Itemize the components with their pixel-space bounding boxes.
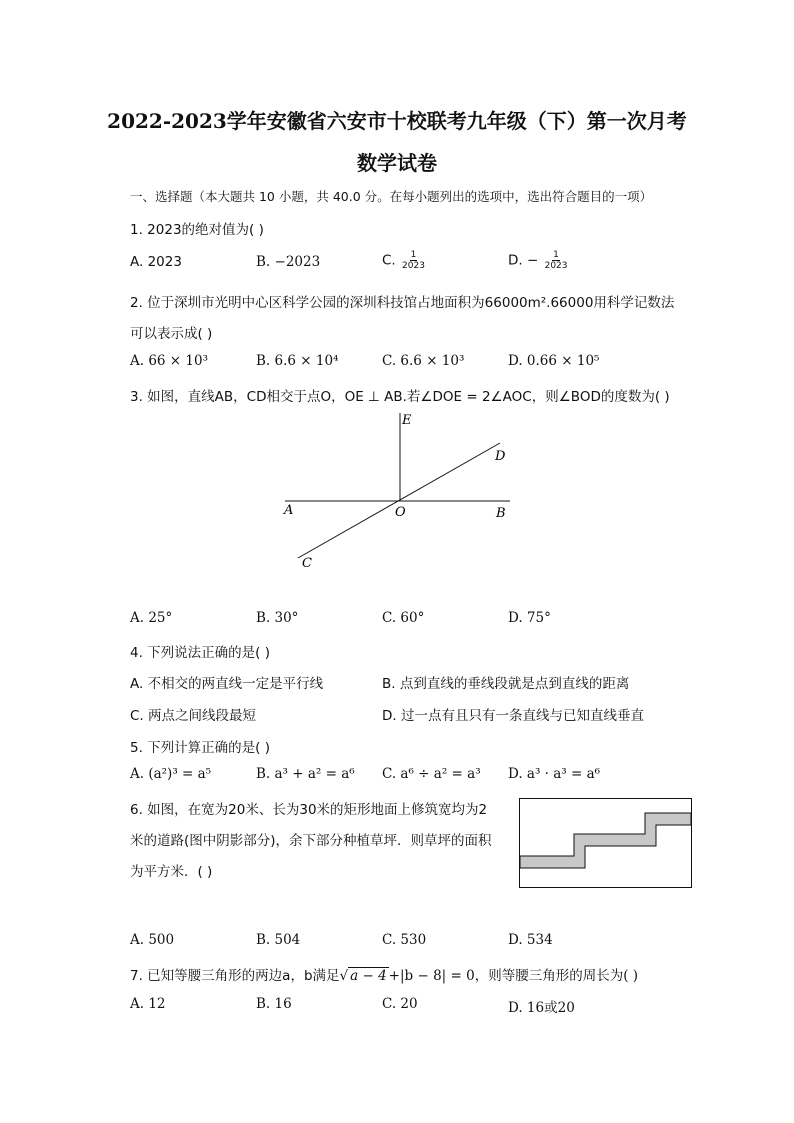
q2-option-a: A. 66 × 10³ — [130, 353, 208, 369]
question-6-stem-line2: 米的道路(图中阴影部分)，余下部分种植草坪．则草坪的面积 — [130, 833, 492, 849]
label-b: B — [496, 506, 506, 521]
q7-option-b: B. 16 — [256, 996, 292, 1012]
q5-option-b: B. a³ + a² = a⁶ — [256, 766, 355, 782]
question-3-stem: 3. 如图，直线AB，CD相交于点O，OE ⊥ AB.若∠DOE = 2∠AOC，则∠BOD的度数为( ) — [130, 389, 670, 405]
q2-option-c: C. 6.6 × 10³ — [382, 353, 465, 369]
q1-option-d-fraction — [545, 250, 568, 271]
fraction-numerator: 1 — [410, 250, 417, 260]
label-e: E — [402, 413, 412, 428]
page-title-line1: 2022-2023学年安徽省六安市十校联考九年级（下）第一次月考 — [107, 109, 687, 133]
q1-option-d-label: D. − — [508, 252, 539, 269]
question-5-stem: 5. 下列计算正确的是( ) — [130, 740, 270, 756]
q1-option-a: A. 2023 — [130, 254, 182, 270]
q7-option-a: A. 12 — [130, 996, 166, 1012]
question-6-stem-line1: 6. 如图，在宽为20米、长为30米的矩形地面上修筑宽均为2 — [130, 802, 488, 818]
q4-option-a: A. 不相交的两直线一定是平行线 — [130, 676, 324, 692]
question-6-stem-line3: 为平方米．( ) — [130, 864, 213, 880]
q3-option-a: A. 25° — [130, 610, 173, 626]
q1-option-c-label: C. — [382, 252, 396, 269]
q6-option-b: B. 504 — [256, 932, 301, 948]
label-o: O — [395, 505, 406, 520]
q5-option-d: D. a³ · a³ = a⁶ — [508, 766, 601, 782]
q5-option-a: A. (a²)³ = a⁵ — [130, 766, 212, 782]
section-heading: 一、选择题（本大题共 10 小题，共 40.0 分。在每小题列出的选项中，选出符合题目的一项） — [130, 189, 653, 204]
q4-option-d: D. 过一点有且只有一条直线与已知直线垂直 — [382, 708, 644, 724]
fraction-denominator: 2023 — [402, 261, 425, 271]
q7-stem-pre: 7. 已知等腰三角形的两边a，b满足 — [130, 968, 340, 984]
page-title-line2: 数学试卷 — [357, 151, 437, 175]
q7-stem-post: +|b − 8| = 0，则等腰三角形的周长为( ) — [388, 968, 639, 984]
question-2-stem-line1: 2. 位于深圳市光明中心区科学公园的深圳科技馆占地面积为66000m².66000用科学记数法 — [130, 295, 675, 311]
q7-option-c: C. 20 — [382, 996, 418, 1012]
fraction-denominator: 2023 — [544, 261, 568, 271]
q3-figure — [270, 405, 530, 575]
q6-figure — [519, 798, 693, 889]
q4-option-b: B. 点到直线的垂线段就是点到直线的距离 — [382, 676, 630, 692]
question-4-stem: 4. 下列说法正确的是( ) — [130, 645, 270, 661]
q5-option-c: C. a⁶ ÷ a² = a³ — [382, 766, 481, 782]
q7-option-d: D. 16或20 — [508, 1000, 575, 1016]
label-a: A — [284, 503, 294, 518]
q4-option-c: C. 两点之间线段最短 — [130, 708, 257, 724]
q6-option-a: A. 500 — [130, 932, 175, 948]
q3-option-d: D. 75° — [508, 610, 551, 626]
q3-option-b: B. 30° — [256, 610, 299, 626]
q1-option-c-fraction — [402, 250, 425, 271]
q1-option-c — [382, 250, 425, 271]
question-7-stem — [130, 964, 638, 984]
label-d: D — [495, 449, 506, 464]
question-2-stem-line2: 可以表示成( ) — [130, 326, 213, 342]
q2-option-d: D. 0.66 × 10⁵ — [508, 353, 600, 369]
q2-option-b: B. 6.6 × 10⁴ — [256, 353, 339, 369]
q6-option-c: C. 530 — [382, 932, 427, 948]
q6-option-d: D. 534 — [508, 932, 553, 948]
sqrt-symbol: √ — [339, 968, 349, 984]
fraction-numerator: 1 — [553, 250, 559, 260]
q7-sqrt-expression: a − 4 — [350, 968, 387, 984]
q3-option-c: C. 60° — [382, 610, 425, 626]
question-1-stem: 1. 2023的绝对值为( ) — [130, 222, 264, 238]
label-c: C — [302, 556, 312, 571]
q1-option-b: B. −2023 — [256, 254, 321, 270]
q1-option-d — [508, 250, 568, 271]
